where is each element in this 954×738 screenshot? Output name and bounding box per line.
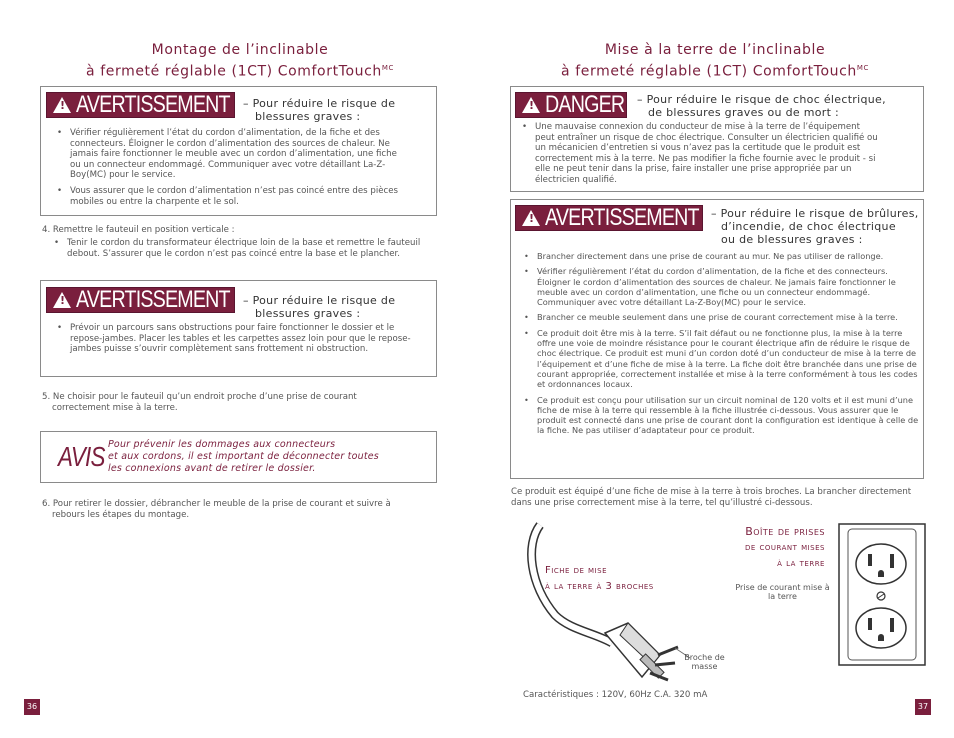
avis-text <box>108 439 433 475</box>
step-4-text: 4. Remettre le fauteuil en position verticale : <box>42 225 235 235</box>
right-warning-bullets <box>524 251 920 441</box>
list-item: • Ce produit est conçu pour utilisation sur un circuit nominal de 120 volts et il est muni d’une fiche de mise à la terre qui ressemble à la fiche illustrée ci-dessous. Vous assurer que le produit est connecté dans une prise de courant dont la configuration est identique à celle de la fiche. Ne pas utiliser d’adaptateur pour ce produit. <box>524 395 920 436</box>
left-title-line2 <box>40 59 440 81</box>
outlet-label: Prise de courant mise à la terre <box>735 583 830 601</box>
warning-triangle-icon: ! <box>53 97 71 113</box>
lead-line3: ou de blessures graves : <box>721 233 863 246</box>
badge-label: AVERTISSEMENT <box>545 204 699 231</box>
left-title-line2-text: à fermeté réglable (1CT) ComfortTouch <box>86 63 382 80</box>
list-item: • Une mauvaise connexion du conducteur de mise à la terre de l’équipement peut entraîner un risque de choc électrique. Consulter un électricien qualifié ou un mécanicien d’entretien si vous n’avez pas la certitude que le produit est correctement mis à la terre. Ne pas modifier la fiche fournie avec le produit - si elle ne peut tenir dans la prise, faire installer une prise appropriée par un électricien qualifié. <box>522 122 882 186</box>
ground-pin-label: Broche de masse <box>684 653 725 671</box>
left-warning2-bullets <box>57 323 417 360</box>
step-5-text: 5. Ne choisir pour le fauteuil qu’un endroit proche d’une prise de courant correctement mise à la terre. <box>42 392 357 413</box>
list-item: • Tenir le cordon du transformateur électrique loin de la base et remettre le fauteuil debout. S’assurer que le cordon n’est pas coincé entre la base et le plancher. <box>54 238 437 259</box>
left-warning-badge-1 <box>46 92 235 118</box>
left-warning2-lead <box>243 294 433 320</box>
left-page-title <box>40 41 440 81</box>
plug-label-line1: Fiche de mise <box>545 565 608 576</box>
left-warning1-lead <box>243 97 433 123</box>
specs: Caractéristiques : 120V, 60Hz C.A. 320 mA <box>523 690 708 700</box>
warning-triangle-icon: ! <box>522 97 540 113</box>
left-title-sup: MC <box>381 64 394 72</box>
right-title-line1: Mise à la terre de l’inclinable <box>604 42 826 58</box>
box-label-line1: Boîte de prises <box>745 525 825 538</box>
lead-line2: blessures graves : <box>255 110 361 123</box>
lead-line1: – Pour réduire le risque de choc électrique, <box>637 93 886 106</box>
lead-line1: – Pour réduire le risque de brûlures, <box>711 207 919 220</box>
outlet-socket-top <box>856 544 906 584</box>
step-6 <box>42 499 402 520</box>
right-title-line2 <box>515 59 915 81</box>
page-number-right: 37 <box>915 699 931 715</box>
grounding-intro: Ce produit est équipé d’une fiche de mise à la terre à trois broches. La brancher directement dans une prise correctement mise à la terre, tel qu’illustré ci-dessous. <box>511 487 912 508</box>
step-6-text: 6. Pour retirer le dossier, débrancher le meuble de la prise de courant et suivre à rebours les étapes du montage. <box>42 499 391 520</box>
danger-lead <box>637 93 922 119</box>
list-item: • Vérifier régulièrement l’état du cordon d’alimentation, de la fiche et des connecteurs. Éloigner le cordon d’alimentation des sources de chaleur. Ne jamais faire fonctionner le meuble avec un cordon d’alimentation, une fiche ou un connecteur endommagé. Communiquer avec votre détaillant La-Z-Boy(MC) pour le service. <box>524 266 920 307</box>
step-5 <box>42 392 412 413</box>
outlet-socket-bottom <box>856 608 906 648</box>
right-title-sup: MC <box>856 64 869 72</box>
right-warning-badge <box>515 205 703 231</box>
list-item: • Ce produit doit être mis à la terre. S’il fait défaut ou ne fonctionne plus, la mise à la terre offre une voie de moindre résistance pour le courant électrique afin de réduire le risque de choc électrique. Ce produit est muni d’un cordon doté d’un conducteur de mise à la terre de l’équipement et d’une fiche de mise à la terre. La fiche doit être branchée dans une prise de courant appropriée, correctement installée et mise à la terre conformément à tous les codes et ordonnances locaux. <box>524 328 920 390</box>
step-4-bullets <box>54 238 437 264</box>
badge-label: DANGER <box>545 91 625 118</box>
list-item: • Vérifier régulièrement l’état du cordon d’alimentation, de la fiche et des connecteurs. Éloigner le cordon d’alimentation des sources de chaleur. Ne jamais faire fonctionner le meuble avec un cordon d’alimentation, une fiche ou un connecteur endommagé. Communiquer avec votre détaillant La-Z-Boy(MC) pour le service. <box>57 128 405 181</box>
lead-line2: blessures graves : <box>255 307 361 320</box>
list-item: • Brancher ce meuble seulement dans une prise de courant correctement mise à la terre. <box>524 312 920 322</box>
lead-line1: – Pour réduire le risque de <box>243 97 396 110</box>
list-item: • Brancher directement dans une prise de courant au mur. Ne pas utiliser de rallonge. <box>524 251 920 261</box>
lead-line2: d’incendie, de choc électrique <box>721 220 896 233</box>
badge-label: AVERTISSEMENT <box>76 91 230 118</box>
badge-label: AVERTISSEMENT <box>76 286 230 313</box>
lead-line2: de blessures graves ou de mort : <box>648 106 840 119</box>
plug-label-line2: à la terre à 3 broches <box>545 581 654 592</box>
plug-icon <box>605 623 678 680</box>
warning-triangle-icon: ! <box>53 292 71 308</box>
outlet-box-label <box>690 524 825 572</box>
lead-line1: – Pour réduire le risque de <box>243 294 396 307</box>
box-label-line3: à la terre <box>777 558 825 569</box>
right-title-line2-text: à fermeté réglable (1CT) ComfortTouch <box>561 63 857 80</box>
right-page-title <box>515 41 915 81</box>
danger-bullets <box>522 122 882 191</box>
avis-line2: et aux cordons, il est important de déconnecter toutes <box>108 451 379 462</box>
left-title-line1: Montage de l’inclinable <box>151 42 329 58</box>
page-number-left: 36 <box>24 699 40 715</box>
warning-triangle-icon: ! <box>522 210 540 226</box>
box-label-line2: de courant mises <box>745 542 825 553</box>
list-item: • Prévoir un parcours sans obstructions pour faire fonctionner le dossier et le repose-jambes. Placer les tables et les carpettes assez loin pour que le repose-jambes puisse s’ouvrir complètement sans frottement ni obstruction. <box>57 323 417 355</box>
left-warning1-bullets <box>57 128 405 212</box>
avis-line1: Pour prévenir les dommages aux connecteurs <box>108 439 336 450</box>
right-warning-lead <box>711 207 923 246</box>
step-4 <box>42 225 437 236</box>
avis-badge: AVIS <box>58 441 105 472</box>
outlet-illustration <box>838 523 926 666</box>
left-warning-badge-2 <box>46 287 235 313</box>
list-item: • Vous assurer que le cordon d’alimentation n’est pas coincé entre des pièces mobiles ou entre la charpente et le sol. <box>57 186 405 207</box>
avis-line3: les connexions avant de retirer le dossier. <box>108 463 316 474</box>
danger-badge <box>515 92 627 118</box>
